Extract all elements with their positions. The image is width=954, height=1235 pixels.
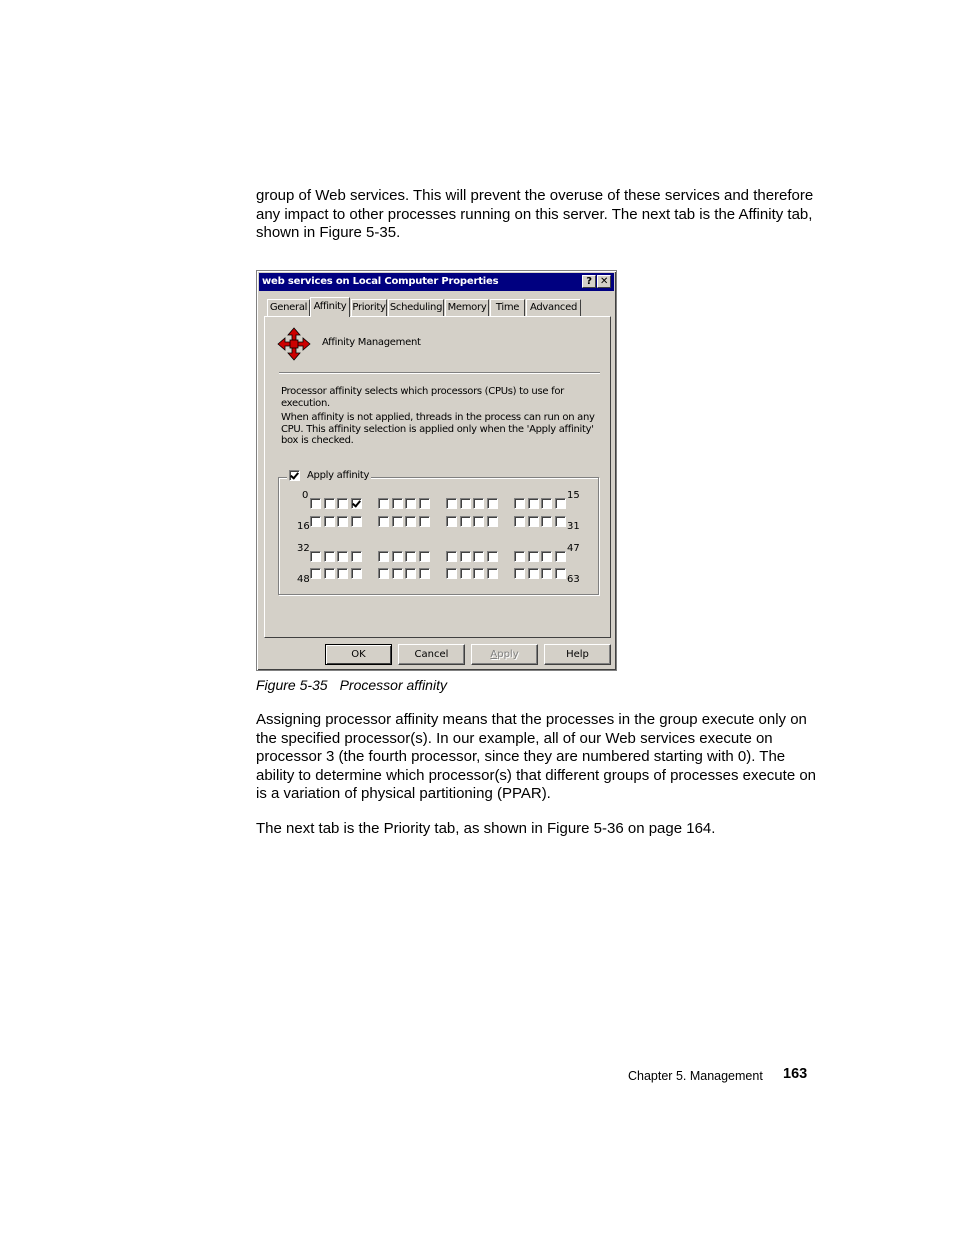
page-number: 163 [783, 1066, 808, 1082]
processor-checkbox[interactable] [514, 568, 525, 579]
processor-checkbox[interactable] [392, 516, 403, 527]
row-label-end: 31 [567, 521, 580, 532]
processor-checkbox[interactable] [351, 498, 362, 509]
processor-checkbox[interactable] [487, 516, 498, 527]
ok-button[interactable]: OK [325, 644, 392, 665]
processor-checkbox[interactable] [378, 498, 389, 509]
help-button[interactable]: Help [544, 644, 611, 665]
processor-checkbox[interactable] [405, 568, 416, 579]
processor-checkbox[interactable] [473, 498, 484, 509]
processor-checkbox[interactable] [310, 498, 321, 509]
processor-checkbox[interactable] [541, 498, 552, 509]
processor-checkbox[interactable] [446, 516, 457, 527]
processor-checkbox[interactable] [310, 551, 321, 562]
close-icon[interactable]: ✕ [597, 275, 611, 288]
processor-checkbox[interactable] [351, 551, 362, 562]
processor-checkbox[interactable] [473, 551, 484, 562]
apply-mnemonic: A [490, 648, 498, 660]
apply-label: pply [497, 648, 519, 660]
processor-checkbox[interactable] [460, 568, 471, 579]
properties-dialog [256, 270, 617, 671]
processor-checkbox[interactable] [541, 516, 552, 527]
tab-memory[interactable]: Memory [445, 299, 489, 316]
processor-checkbox[interactable] [392, 551, 403, 562]
processor-checkbox[interactable] [460, 498, 471, 509]
processor-checkbox[interactable] [528, 568, 539, 579]
assign-paragraph: Assigning processor affinity means that the processes in the group execute only on the specified processor(s). In our example, all of our Web services execute on processor 3 (the fourth processor, since they are numbered starting with 0). The ability to determine which processor(s) that different groups of processes execute on is a variation of physical partitioning (PPAR). [256, 711, 817, 803]
processor-checkbox[interactable] [324, 551, 335, 562]
processor-checkbox[interactable] [473, 568, 484, 579]
processor-checkbox[interactable] [487, 568, 498, 579]
apply-affinity-group [278, 470, 599, 595]
help-icon[interactable]: ? [582, 275, 596, 288]
window-title: web services on Local Computer Properties [262, 276, 499, 287]
separator [279, 372, 600, 374]
processor-checkbox[interactable] [419, 498, 430, 509]
processor-checkbox[interactable] [337, 498, 348, 509]
row-label-start: 16 [297, 521, 310, 532]
processor-checkbox[interactable] [351, 568, 362, 579]
apply-affinity-label: Apply affinity [307, 470, 370, 481]
next-tab-paragraph: The next tab is the Priority tab, as shown in Figure 5-36 on page 164. [256, 820, 716, 837]
tab-general[interactable]: General [267, 299, 310, 316]
tab-time[interactable]: Time [490, 299, 525, 316]
row-label-end: 15 [567, 490, 580, 501]
processor-checkbox[interactable] [419, 568, 430, 579]
processor-checkbox[interactable] [378, 516, 389, 527]
figure-title: Processor affinity [339, 677, 447, 693]
apply-affinity-checkbox[interactable] [289, 470, 300, 481]
row-label-end: 47 [567, 543, 580, 554]
processor-checkbox[interactable] [460, 551, 471, 562]
processor-checkbox[interactable] [378, 551, 389, 562]
cancel-button[interactable]: Cancel [398, 644, 465, 665]
processor-checkbox[interactable] [310, 516, 321, 527]
processor-checkbox[interactable] [473, 516, 484, 527]
tab-priority[interactable]: Priority [351, 299, 387, 316]
processor-checkbox[interactable] [446, 551, 457, 562]
apply-button[interactable] [471, 644, 538, 665]
chapter-label: Chapter 5. Management [628, 1069, 763, 1083]
tab-affinity[interactable]: Affinity [310, 297, 350, 317]
processor-checkbox[interactable] [555, 516, 566, 527]
processor-checkbox[interactable] [337, 516, 348, 527]
row-label-end: 63 [567, 574, 580, 585]
intro-paragraph: group of Web services. This will prevent the overuse of these services and therefore any impact to other processes running on this server. The next tab is the Affinity tab, shown in Figure 5-35. [256, 187, 814, 242]
processor-checkbox[interactable] [446, 498, 457, 509]
row-label-start: 0 [302, 490, 309, 501]
processor-checkbox[interactable] [392, 568, 403, 579]
processor-checkbox[interactable] [528, 551, 539, 562]
processor-checkbox[interactable] [310, 568, 321, 579]
processor-checkbox[interactable] [378, 568, 389, 579]
apply-affinity-legend[interactable] [287, 470, 371, 481]
tab-scheduling[interactable]: Scheduling [388, 299, 444, 316]
processor-checkbox[interactable] [555, 498, 566, 509]
processor-checkbox[interactable] [528, 498, 539, 509]
processor-checkbox[interactable] [514, 498, 525, 509]
processor-checkbox[interactable] [337, 551, 348, 562]
processor-checkbox[interactable] [405, 498, 416, 509]
processor-checkbox[interactable] [405, 516, 416, 527]
processor-checkbox[interactable] [351, 516, 362, 527]
affinity-panel [264, 316, 611, 638]
processor-checkbox[interactable] [487, 551, 498, 562]
processor-checkbox[interactable] [419, 551, 430, 562]
figure-caption [256, 677, 447, 693]
processor-checkbox[interactable] [460, 516, 471, 527]
affinity-arrows-icon [277, 327, 311, 361]
processor-checkbox[interactable] [528, 516, 539, 527]
processor-checkbox[interactable] [514, 516, 525, 527]
processor-checkbox[interactable] [514, 551, 525, 562]
processor-checkbox[interactable] [541, 551, 552, 562]
row-label-start: 32 [297, 543, 310, 554]
processor-checkbox[interactable] [541, 568, 552, 579]
processor-checkbox[interactable] [324, 516, 335, 527]
description-2: When affinity is not applied, threads in the process can run on any CPU. This affinity selection is applied only when the 'Apply affinity' box is checked. [281, 412, 595, 446]
processor-checkbox[interactable] [337, 568, 348, 579]
tab-advanced[interactable]: Advanced [526, 299, 581, 316]
processor-checkbox[interactable] [555, 551, 566, 562]
processor-checkbox[interactable] [446, 568, 457, 579]
processor-checkbox[interactable] [324, 498, 335, 509]
panel-heading: Affinity Management [322, 337, 421, 348]
row-label-start: 48 [297, 574, 310, 585]
description-1: Processor affinity selects which processors (CPUs) to use for execution. [281, 386, 564, 409]
processor-checkbox[interactable] [392, 498, 403, 509]
processor-checkbox[interactable] [324, 568, 335, 579]
title-bar[interactable] [259, 273, 614, 291]
processor-checkbox[interactable] [487, 498, 498, 509]
processor-checkbox[interactable] [419, 516, 430, 527]
figure-number: Figure 5-35 [256, 677, 328, 693]
processor-checkbox[interactable] [555, 568, 566, 579]
processor-checkbox[interactable] [405, 551, 416, 562]
